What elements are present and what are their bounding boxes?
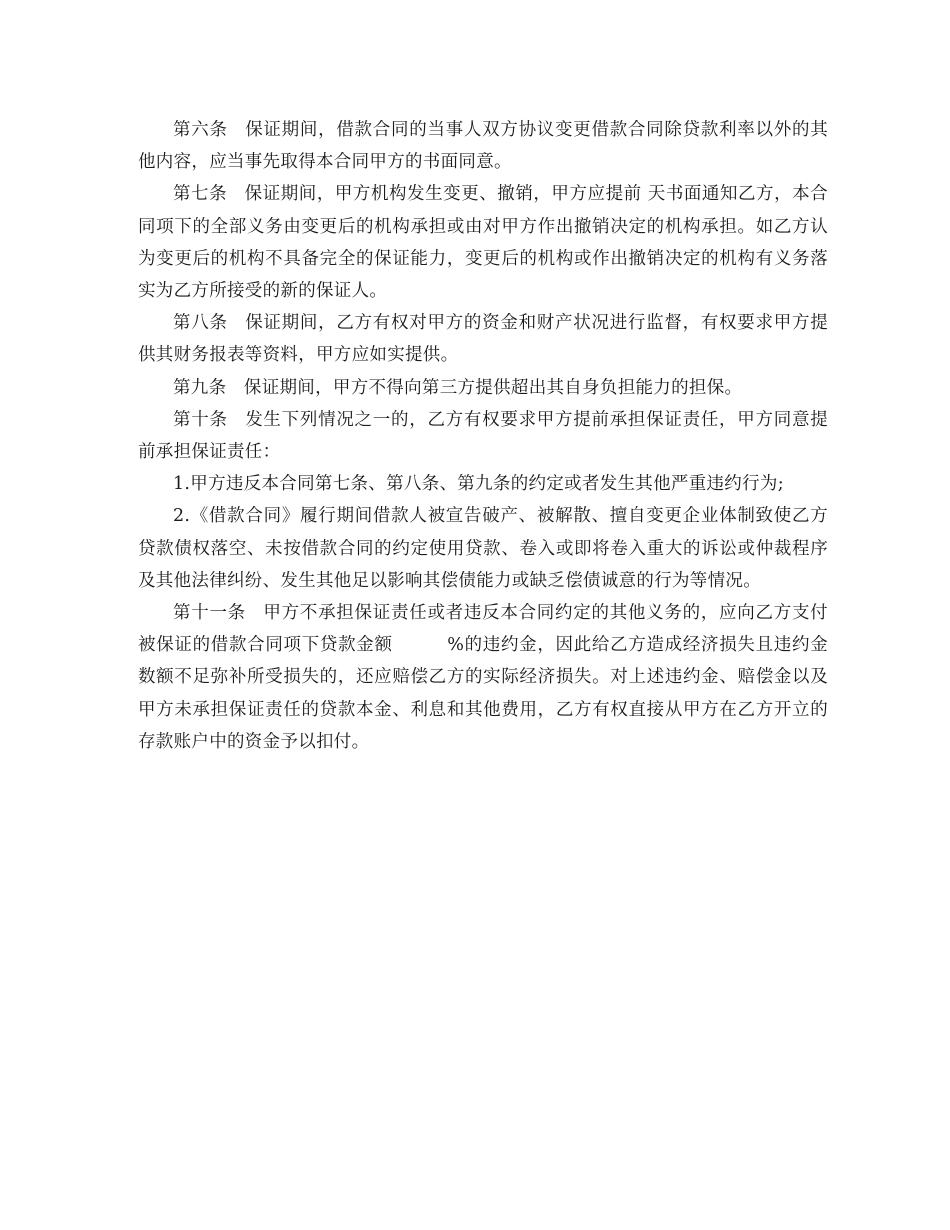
clause-9 [138, 372, 828, 404]
clause-text: 发生下列情况之一的，乙方有权要求甲方提前承担保证责任，甲方同意提前承担保证责任： [138, 409, 828, 463]
list-item-text: 2.《借款合同》履行期间借款人被宣告破产、被解散、擅自变更企业体制致使乙方贷款债权落空、未按借款合同的约定使用贷款、卷入或即将卷入重大的诉讼或仲裁程序及其他法律纠纷、发生其他足以影响其偿债能力或缺乏偿债诚意的行为等情况。 [138, 506, 828, 591]
clause-8 [138, 307, 828, 371]
clause-text: 保证期间，甲方机构发生变更、撤销，甲方应提前 天书面通知乙方，本合同项下的全部义务由变更后的机构承担或由对甲方作出撤销决定的机构承担。如乙方认为变更后的机构不具备完全的保证能力，变更后的机构或作出撤销决定的机构有义务落实为乙方所接受的新的保证人。 [138, 184, 828, 302]
clause-6 [138, 114, 828, 178]
document-body [138, 114, 828, 758]
clause-10-item-1 [138, 468, 828, 500]
clause-heading: 第十一条 [173, 603, 246, 624]
clause-text: 保证期间，借款合同的当事人双方协议变更借款合同除贷款利率以外的其他内容，应当事先取得本合同甲方的书面同意。 [138, 120, 828, 173]
clause-10-item-2 [138, 500, 828, 597]
list-item-text: 1.甲方违反本合同第七条、第八条、第九条的约定或者发生其他严重违约行为; [173, 474, 784, 495]
clause-heading: 第八条 [173, 313, 228, 334]
clause-heading: 第六条 [173, 120, 228, 140]
clause-text: 保证期间，乙方有权对甲方的资金和财产状况进行监督，有权要求甲方提供其财务报表等资料，甲方应如实提供。 [138, 313, 828, 366]
clause-heading: 第七条 [173, 184, 228, 205]
clause-text: 保证期间，甲方不得向第三方提供超出其自身负担能力的担保。 [243, 377, 743, 398]
clause-7 [138, 178, 828, 307]
clause-10 [138, 404, 828, 468]
clause-text: 甲方不承担保证责任或者违反本合同约定的其他义务的，应向乙方支付被保证的借款合同项下贷款金额 %的违约金，因此给乙方造成经济损失且违约金数额不足弥补所受损失的，还应赔偿乙方的实际经济损失。对上述违约金、赔偿金以及甲方未承担保证责任的贷款本金、利息和其他费用，乙方有权直接从甲方在乙方开立的存款账户中的资金予以扣付。 [138, 603, 828, 752]
clause-heading: 第九条 [173, 377, 227, 398]
clause-heading: 第十条 [173, 409, 228, 430]
clause-11 [138, 597, 828, 758]
